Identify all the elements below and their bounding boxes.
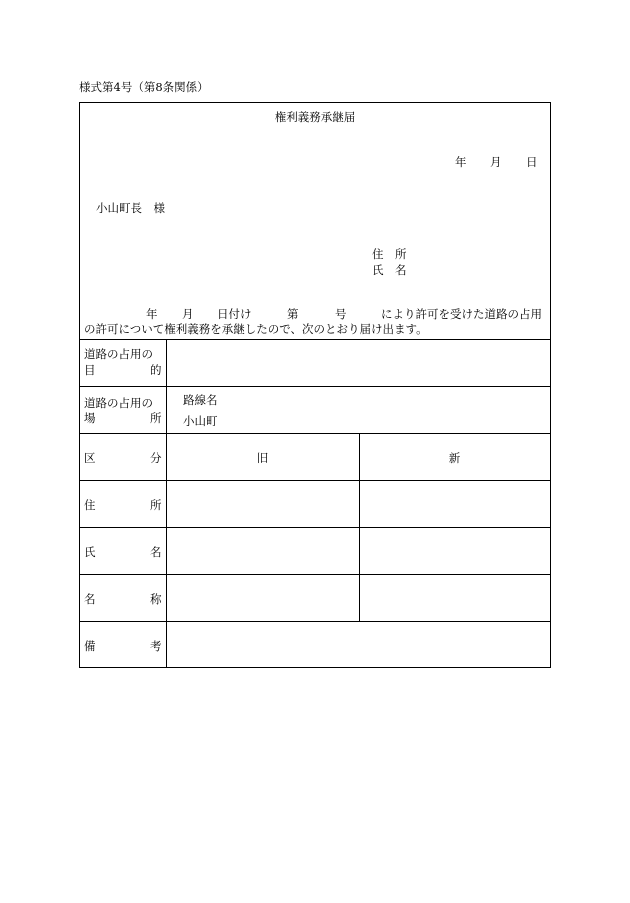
purpose-label-b: 的	[150, 363, 162, 377]
row-divider	[80, 433, 550, 434]
body-dai: 第	[287, 307, 299, 321]
body-go: 号	[335, 307, 347, 321]
route-name-label: 路線名	[183, 393, 218, 407]
division-label-a: 区	[84, 451, 96, 465]
row-divider	[80, 339, 550, 340]
applicant-name-label: 氏 名	[372, 263, 407, 277]
addressee: 小山町長 様	[96, 201, 165, 215]
body-day: 日付け	[217, 307, 252, 321]
form-number: 様式第4号（第8条関係）	[79, 80, 209, 94]
new-column-header: 新	[448, 451, 461, 465]
row-divider	[80, 480, 550, 481]
row-divider	[80, 621, 550, 622]
old-column-header: 旧	[256, 451, 269, 465]
purpose-label-line1: 道路の占用の	[84, 347, 153, 361]
purpose-label-a: 目	[84, 363, 96, 377]
body-month: 月	[182, 307, 194, 321]
designation-label-a: 名	[84, 592, 96, 606]
body-rest: により許可を受けた道路の占用	[381, 307, 542, 321]
location-label-b: 所	[150, 411, 162, 425]
date-day: 日	[526, 155, 538, 169]
division-label-b: 分	[150, 451, 162, 465]
row-divider	[80, 527, 550, 528]
body-year: 年	[146, 307, 158, 321]
applicant-address-label: 住 所	[372, 247, 407, 261]
name-label-b: 名	[150, 545, 162, 559]
label-column-divider	[166, 339, 167, 667]
row-divider	[80, 574, 550, 575]
form-title: 権利義務承継届	[274, 110, 356, 124]
address-label-b: 所	[150, 498, 162, 512]
name-label-a: 氏	[84, 545, 96, 559]
town-label: 小山町	[183, 414, 218, 428]
date-year: 年	[455, 155, 467, 169]
remarks-label-a: 備	[84, 639, 96, 653]
form-frame	[79, 102, 551, 668]
location-label-a: 場	[84, 411, 96, 425]
address-label-a: 住	[84, 498, 96, 512]
designation-label-b: 称	[150, 592, 162, 606]
location-label-line1: 道路の占用の	[84, 396, 153, 410]
body-line2: の許可について権利義務を承継したので、次のとおり届け出ます。	[84, 322, 428, 336]
remarks-label-b: 考	[150, 639, 162, 653]
row-divider	[80, 386, 550, 387]
date-month: 月	[490, 155, 502, 169]
